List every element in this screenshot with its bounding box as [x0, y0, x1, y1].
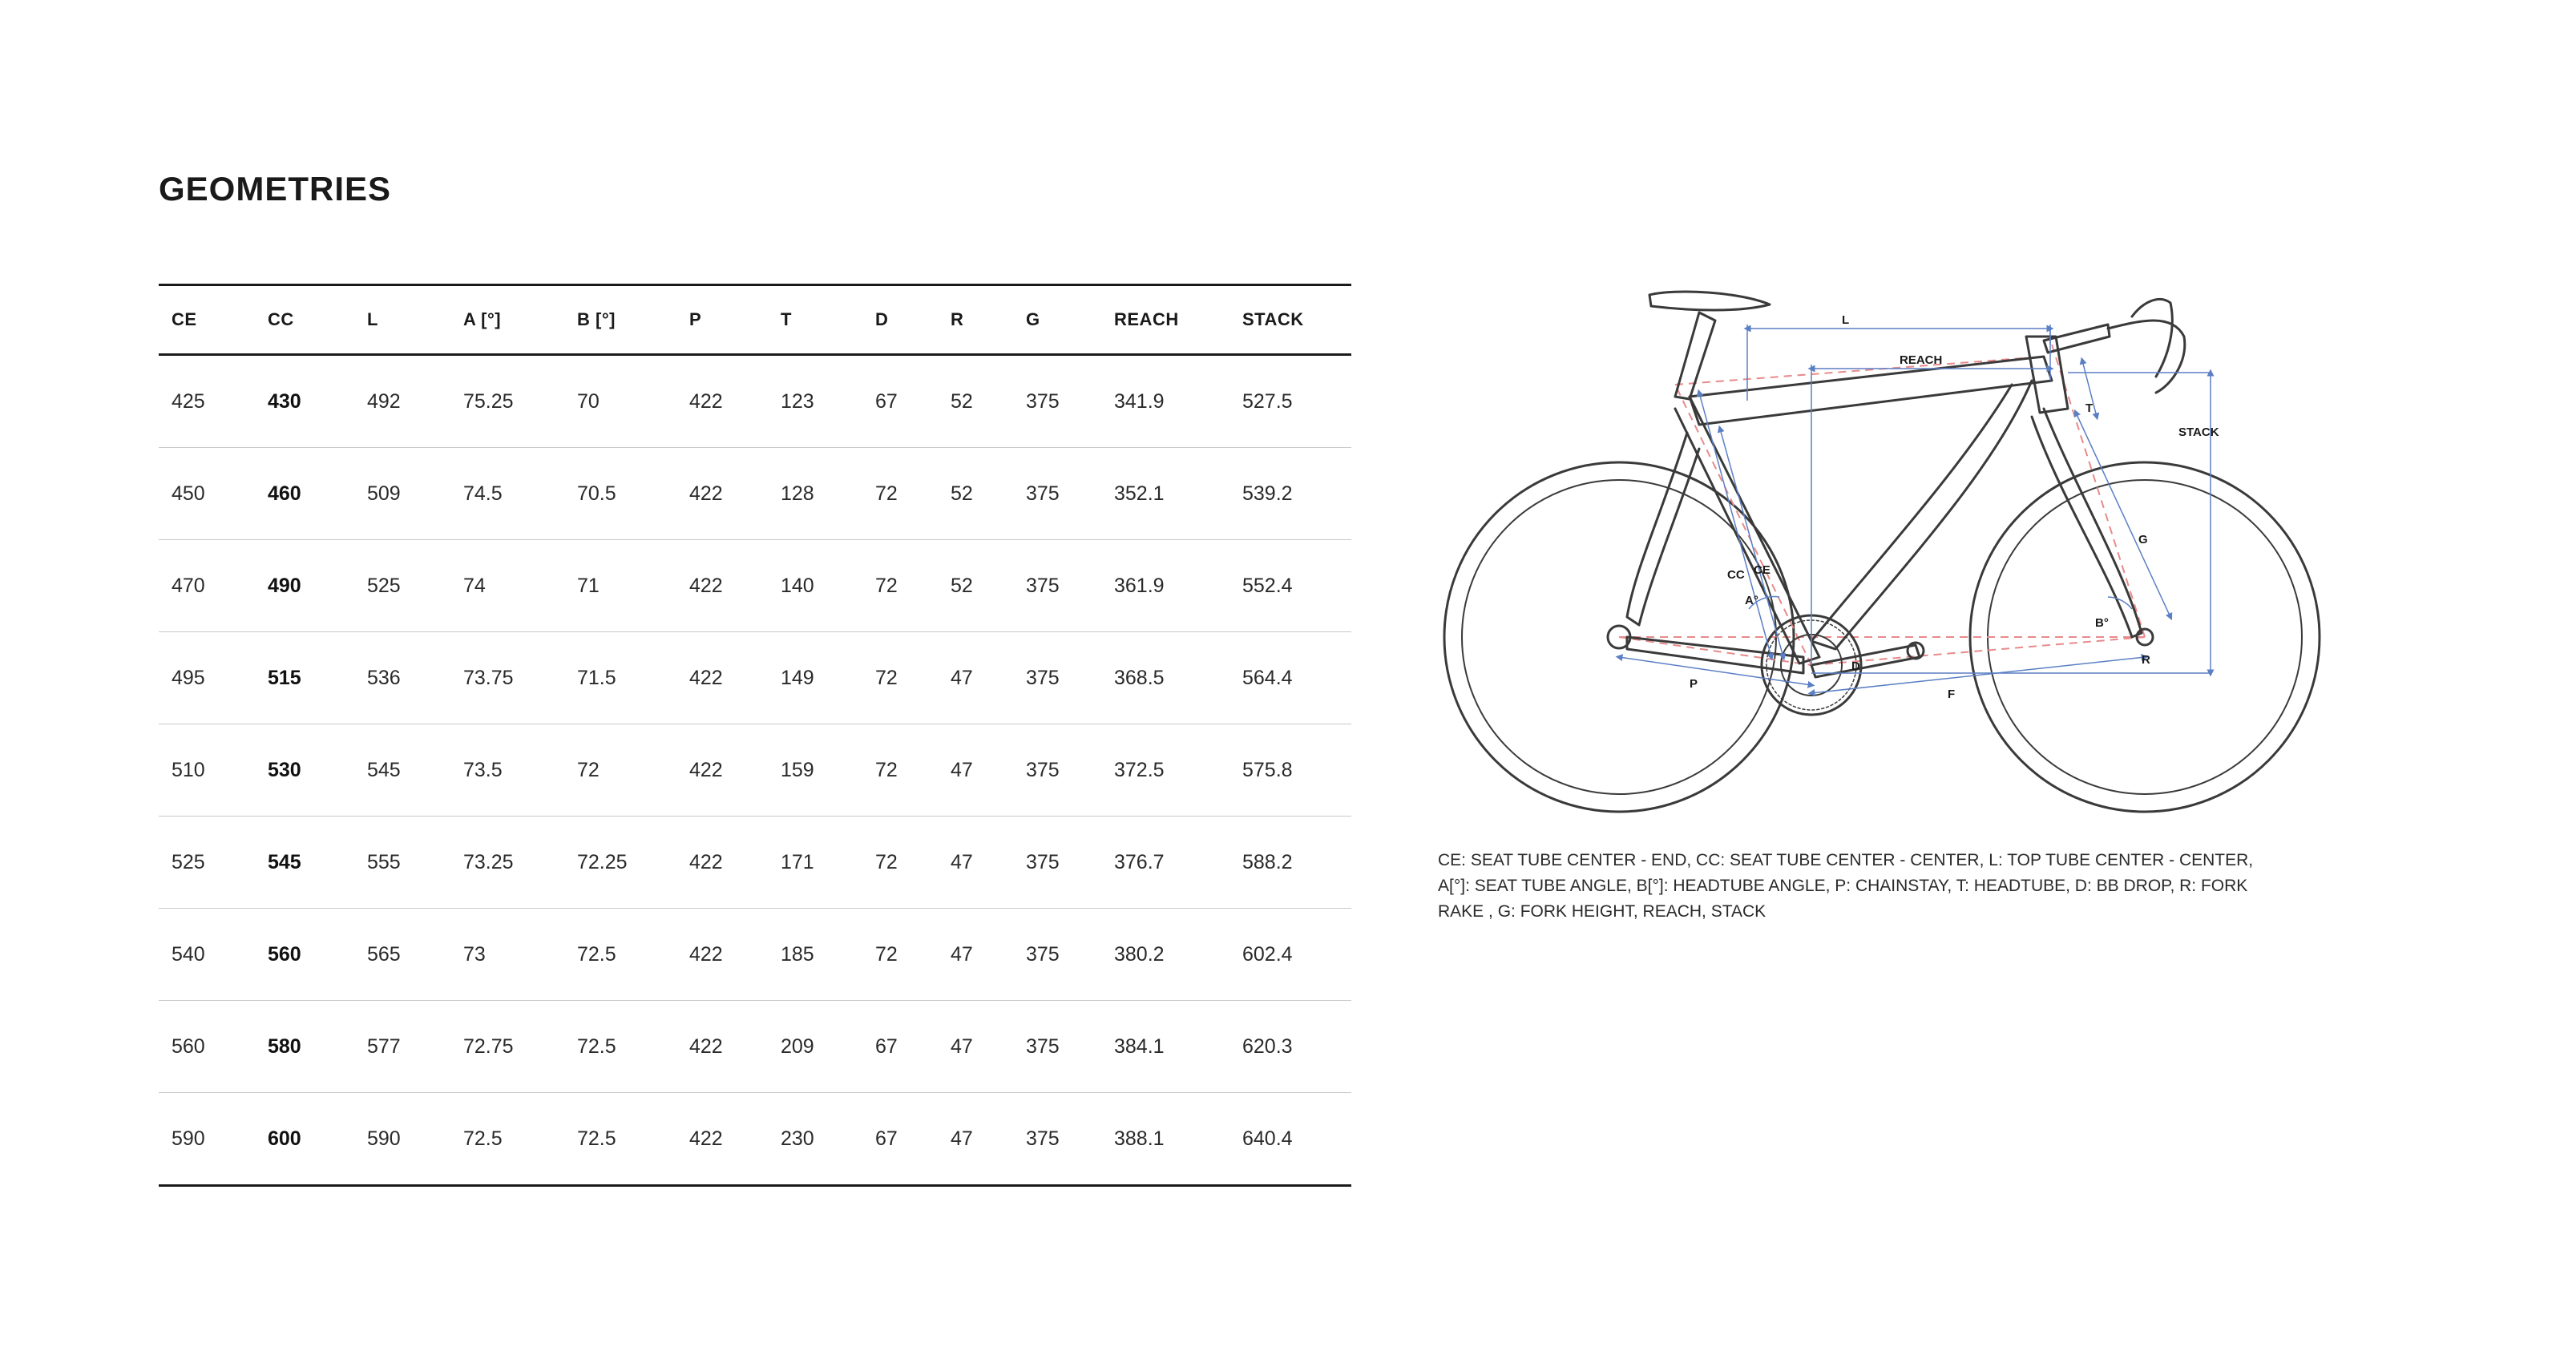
table-cell: 515 — [255, 632, 354, 724]
table-row — [159, 1093, 1351, 1186]
table-header — [159, 285, 1351, 355]
table-cell: 52 — [938, 448, 1013, 540]
label-reach: REACH — [1900, 353, 1943, 367]
table-cell: 171 — [768, 817, 862, 909]
table-cell: 73 — [450, 909, 564, 1001]
table-cell: 460 — [255, 448, 354, 540]
table-cell: 640.4 — [1229, 1093, 1351, 1186]
table-cell: 510 — [159, 724, 255, 817]
table-cell: 47 — [938, 909, 1013, 1001]
bike-geometry-diagram — [1435, 280, 2340, 825]
table-cell: 72 — [862, 540, 938, 632]
table-cell: 52 — [938, 540, 1013, 632]
label-p: P — [1690, 677, 1698, 691]
table-cell: 555 — [354, 817, 450, 909]
table-row — [159, 909, 1351, 1001]
table-cell: 376.7 — [1101, 817, 1229, 909]
table-cell: 159 — [768, 724, 862, 817]
label-l: L — [1842, 313, 1850, 327]
table-cell: 73.25 — [450, 817, 564, 909]
column-header: CC — [255, 285, 354, 355]
label-stack: STACK — [2178, 425, 2219, 439]
table-cell: 209 — [768, 1001, 862, 1093]
table-cell: 450 — [159, 448, 255, 540]
table-cell: 430 — [255, 355, 354, 448]
table-row — [159, 448, 1351, 540]
table-cell: 67 — [862, 355, 938, 448]
table-cell: 422 — [676, 724, 768, 817]
table-cell: 375 — [1013, 355, 1101, 448]
table-cell: 602.4 — [1229, 909, 1351, 1001]
table-cell: 422 — [676, 540, 768, 632]
column-header: B [°] — [564, 285, 676, 355]
table-row — [159, 1001, 1351, 1093]
table-cell: 564.4 — [1229, 632, 1351, 724]
table-cell: 545 — [255, 817, 354, 909]
table-cell: 185 — [768, 909, 862, 1001]
column-header: D — [862, 285, 938, 355]
geometry-legend-note: CE: SEAT TUBE CENTER - END, CC: SEAT TUBE CENTER - CENTER, L: TOP TUBE CENTER - CENTER, A[°]: SEAT TUBE ANGLE, B[°]: HEADTUBE ANGLE, P: CHAINSTAY, T: HEADTUBE, D: BB DROP, R: FORK RAKE , G: FORK HEIGHT, REACH, STACK — [1438, 851, 2254, 921]
table-cell: 72.5 — [564, 1001, 676, 1093]
table-cell: 73.5 — [450, 724, 564, 817]
column-header: T — [768, 285, 862, 355]
table-cell: 72 — [862, 817, 938, 909]
table-cell: 72 — [862, 632, 938, 724]
table-cell: 422 — [676, 448, 768, 540]
label-cc: CC — [1727, 568, 1745, 582]
table-cell: 492 — [354, 355, 450, 448]
table-cell: 375 — [1013, 540, 1101, 632]
column-header: CE — [159, 285, 255, 355]
table-cell: 149 — [768, 632, 862, 724]
table-cell: 72.25 — [564, 817, 676, 909]
table-cell: 580 — [255, 1001, 354, 1093]
table-cell: 74.5 — [450, 448, 564, 540]
table-cell: 47 — [938, 1001, 1013, 1093]
table-cell: 71.5 — [564, 632, 676, 724]
table-cell: 575.8 — [1229, 724, 1351, 817]
column-header: STACK — [1229, 285, 1351, 355]
label-b: B° — [2095, 616, 2109, 630]
table-cell: 375 — [1013, 724, 1101, 817]
table-cell: 384.1 — [1101, 1001, 1229, 1093]
table-cell: 72 — [862, 909, 938, 1001]
geometry-table — [159, 284, 1351, 1187]
table-cell: 375 — [1013, 909, 1101, 1001]
table-cell: 75.25 — [450, 355, 564, 448]
column-header: REACH — [1101, 285, 1229, 355]
label-g: G — [2138, 533, 2148, 546]
table-cell: 577 — [354, 1001, 450, 1093]
table-cell: 560 — [159, 1001, 255, 1093]
table-cell: 74 — [450, 540, 564, 632]
table-row — [159, 632, 1351, 724]
table-cell: 388.1 — [1101, 1093, 1229, 1186]
table-cell: 72 — [862, 724, 938, 817]
table-cell: 552.4 — [1229, 540, 1351, 632]
table-cell: 352.1 — [1101, 448, 1229, 540]
table-cell: 470 — [159, 540, 255, 632]
page-title: GEOMETRIES — [159, 170, 392, 208]
table-cell: 620.3 — [1229, 1001, 1351, 1093]
table-cell: 47 — [938, 632, 1013, 724]
table-cell: 72.5 — [564, 1093, 676, 1186]
table-cell: 368.5 — [1101, 632, 1229, 724]
table-cell: 422 — [676, 909, 768, 1001]
table-cell: 70.5 — [564, 448, 676, 540]
label-a: A° — [1745, 594, 1758, 607]
table-cell: 509 — [354, 448, 450, 540]
table-cell: 72 — [564, 724, 676, 817]
table-cell: 422 — [676, 1001, 768, 1093]
table-cell: 123 — [768, 355, 862, 448]
table-cell: 422 — [676, 1093, 768, 1186]
table-cell: 560 — [255, 909, 354, 1001]
column-header: L — [354, 285, 450, 355]
table-body — [159, 355, 1351, 1186]
table-cell: 52 — [938, 355, 1013, 448]
table-row — [159, 817, 1351, 909]
table-cell: 375 — [1013, 1093, 1101, 1186]
table-cell: 128 — [768, 448, 862, 540]
table-cell: 590 — [354, 1093, 450, 1186]
table-cell: 70 — [564, 355, 676, 448]
table-cell: 375 — [1013, 817, 1101, 909]
table-cell: 341.9 — [1101, 355, 1229, 448]
table-cell: 422 — [676, 632, 768, 724]
column-header: A [°] — [450, 285, 564, 355]
table-cell: 72 — [862, 448, 938, 540]
table-cell: 380.2 — [1101, 909, 1229, 1001]
table-cell: 375 — [1013, 632, 1101, 724]
table-cell: 140 — [768, 540, 862, 632]
table-cell: 527.5 — [1229, 355, 1351, 448]
table-cell: 67 — [862, 1093, 938, 1186]
table-cell: 495 — [159, 632, 255, 724]
table-cell: 67 — [862, 1001, 938, 1093]
table-cell: 72.5 — [450, 1093, 564, 1186]
table-cell: 425 — [159, 355, 255, 448]
table-cell: 72.75 — [450, 1001, 564, 1093]
label-r: R — [2142, 653, 2150, 667]
table-row — [159, 355, 1351, 448]
table-cell: 361.9 — [1101, 540, 1229, 632]
column-header: R — [938, 285, 1013, 355]
label-d: D — [1851, 659, 1860, 673]
table-cell: 545 — [354, 724, 450, 817]
table-cell: 539.2 — [1229, 448, 1351, 540]
table-cell: 565 — [354, 909, 450, 1001]
table-cell: 530 — [255, 724, 354, 817]
table-cell: 422 — [676, 817, 768, 909]
table-cell: 590 — [159, 1093, 255, 1186]
table-cell: 71 — [564, 540, 676, 632]
table-cell: 525 — [354, 540, 450, 632]
table-cell: 72.5 — [564, 909, 676, 1001]
table-cell: 600 — [255, 1093, 354, 1186]
table-cell: 422 — [676, 355, 768, 448]
table-cell: 375 — [1013, 448, 1101, 540]
bike-frame — [1608, 292, 2185, 715]
table-cell: 525 — [159, 817, 255, 909]
header-row — [159, 285, 1351, 355]
table-cell: 375 — [1013, 1001, 1101, 1093]
table-row — [159, 540, 1351, 632]
table-cell: 230 — [768, 1093, 862, 1186]
table-cell: 372.5 — [1101, 724, 1229, 817]
label-t: T — [2085, 401, 2094, 415]
table-cell: 540 — [159, 909, 255, 1001]
table-cell: 588.2 — [1229, 817, 1351, 909]
table-cell: 73.75 — [450, 632, 564, 724]
table-cell: 47 — [938, 724, 1013, 817]
table-cell: 490 — [255, 540, 354, 632]
table-cell: 536 — [354, 632, 450, 724]
table-cell: 47 — [938, 1093, 1013, 1186]
column-header: G — [1013, 285, 1101, 355]
column-header: P — [676, 285, 768, 355]
table-row — [159, 724, 1351, 817]
table-cell: 47 — [938, 817, 1013, 909]
label-ce: CE — [1754, 563, 1770, 577]
label-f: F — [1948, 688, 1956, 701]
